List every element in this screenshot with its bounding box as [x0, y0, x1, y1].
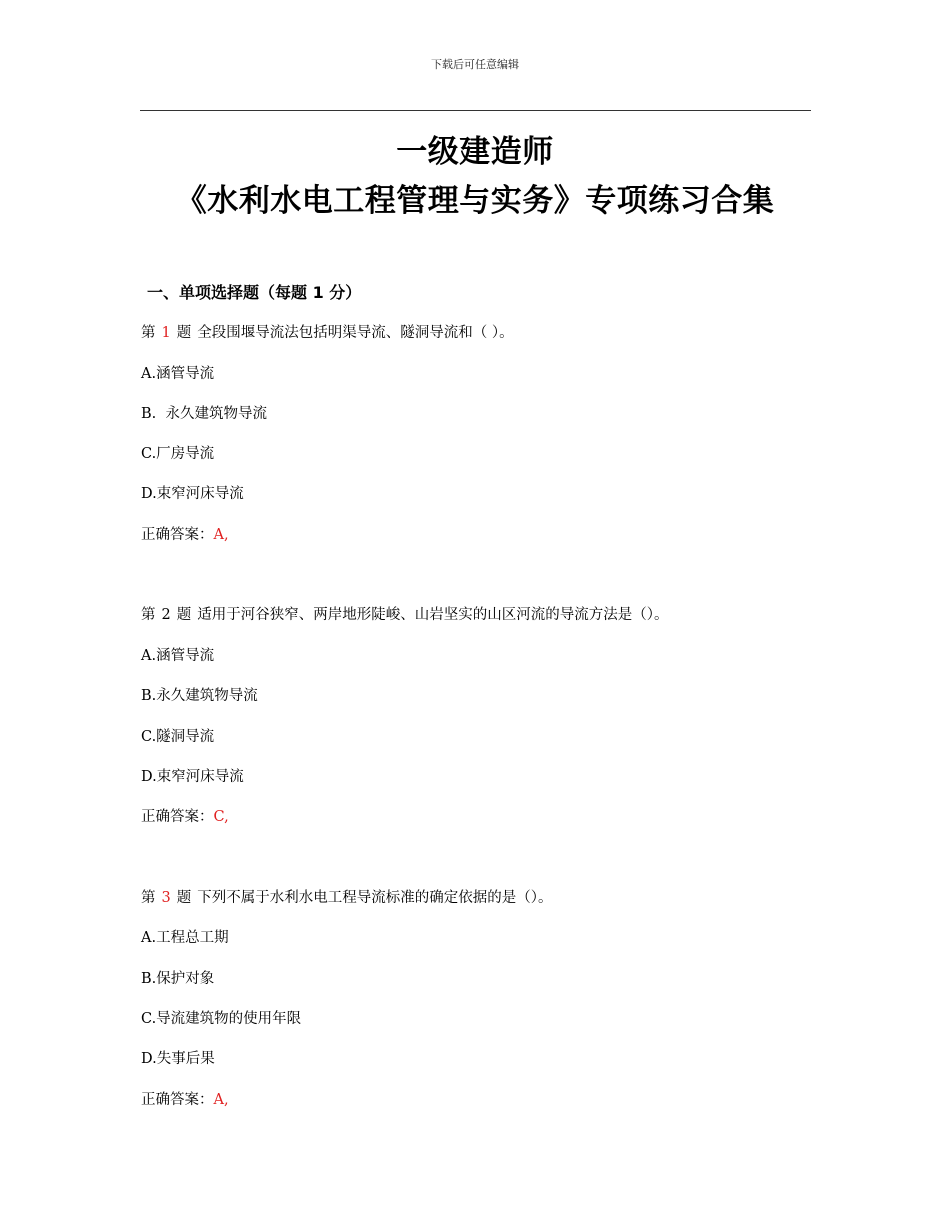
- answer-value: A,: [213, 527, 229, 543]
- question-number: 2: [161, 607, 171, 623]
- question-1-answer-line: [141, 525, 229, 545]
- question-1-stem-line: [141, 323, 514, 343]
- question-3-option-c: C.导流建筑物的使用年限: [141, 1011, 302, 1027]
- question-stem: 全段围堰导流法包括明渠导流、隧洞导流和（ ）。: [197, 325, 514, 341]
- question-3-stem-line: [141, 888, 552, 908]
- question-1-option-d: D.束窄河床导流: [141, 486, 244, 502]
- question-ti-label: 题: [176, 890, 192, 906]
- question-3-option-a: A.工程总工期: [141, 930, 229, 946]
- question-2-answer-line: [141, 807, 229, 827]
- question-2-option-c: C.隧洞导流: [141, 729, 215, 745]
- page-header-note: 下载后可任意编辑: [431, 58, 519, 71]
- answer-prefix: 正确答案：: [141, 1092, 214, 1108]
- question-2-option-a: A.涵管导流: [141, 648, 215, 664]
- question-ti-label: 题: [176, 607, 192, 623]
- section-heading: 一、单项选择题（每题 1 分）: [147, 283, 362, 302]
- question-ti-label: 题: [176, 325, 192, 341]
- document-title-line1: 一级建造师: [396, 134, 554, 170]
- question-stem: 适用于河谷狭窄、两岸地形陡峻、山岩坚实的山区河流的导流方法是（）。: [197, 607, 669, 623]
- question-2-option-b: B.永久建筑物导流: [141, 688, 258, 704]
- question-1-option-b: B. 永久建筑物导流: [141, 406, 267, 422]
- question-di-label: 第: [141, 607, 156, 623]
- question-3-option-b: B.保护对象: [141, 971, 215, 987]
- question-1-option-a: A.涵管导流: [141, 366, 215, 382]
- question-3-option-d: D.失事后果: [141, 1051, 215, 1067]
- question-number: 3: [161, 890, 171, 906]
- question-3-answer-line: [141, 1090, 229, 1110]
- question-1-option-c: C.厂房导流: [141, 446, 215, 462]
- question-stem: 下列不属于水利水电工程导流标准的确定依据的是（）。: [197, 890, 553, 906]
- document-title-line2: 《水利水电工程管理与实务》专项练习合集: [175, 183, 775, 219]
- question-number: 1: [161, 325, 171, 341]
- answer-value: C,: [213, 809, 229, 825]
- question-2-option-d: D.束窄河床导流: [141, 769, 244, 785]
- question-di-label: 第: [141, 890, 156, 906]
- header-divider: [140, 110, 811, 111]
- answer-prefix: 正确答案：: [141, 809, 214, 825]
- question-2-stem-line: [141, 605, 668, 625]
- question-di-label: 第: [141, 325, 156, 341]
- answer-prefix: 正确答案：: [141, 527, 214, 543]
- answer-value: A,: [213, 1092, 229, 1108]
